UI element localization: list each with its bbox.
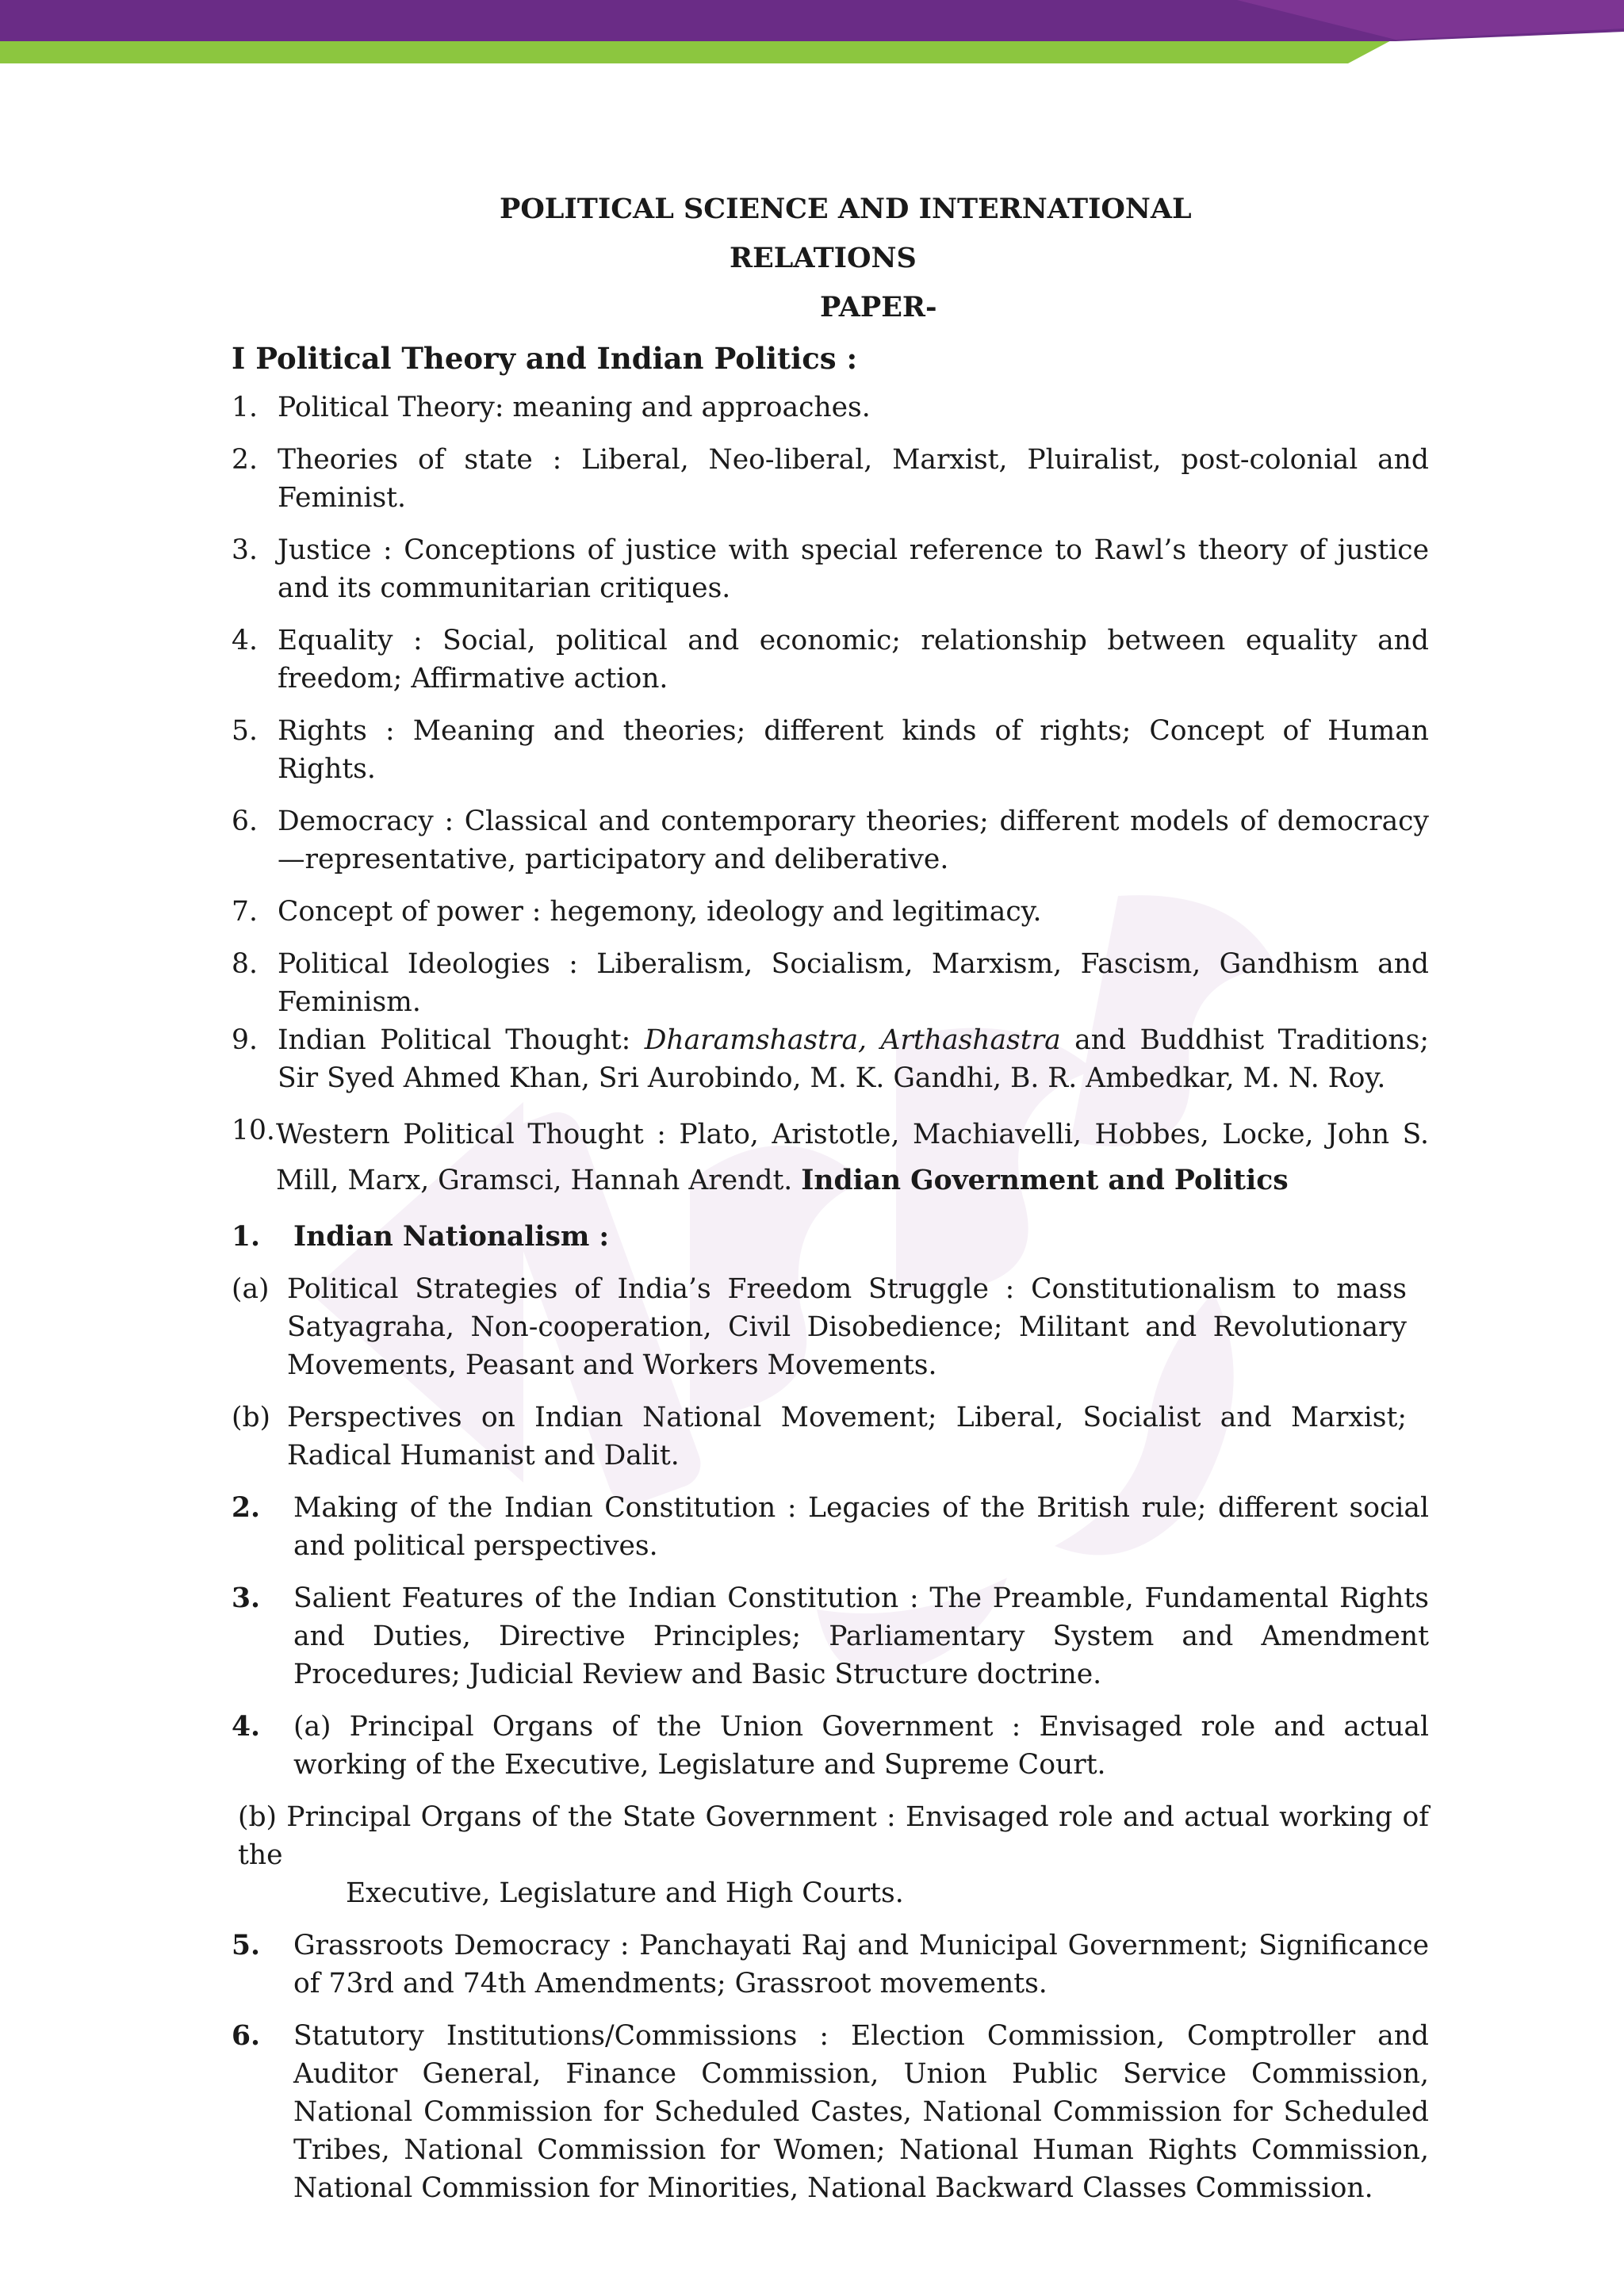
item-text-italic: Dharamshastra, Arthashastra xyxy=(644,1024,1061,1056)
section-item xyxy=(232,1579,1429,1693)
item-text-suffix: and Buddhist Traditions; Sir Syed Ahmed Khan, Sri Aurobindo, M. K. Gandhi, B. R. Ambedkar, M. N. Roy. xyxy=(278,1024,1429,1094)
item-text: Equality : Social, political and economic; relationship between equality and freedom; Affirmative action. xyxy=(278,625,1429,695)
item-number: 1. xyxy=(232,392,258,423)
section-number: 2. xyxy=(232,1492,261,1524)
item-text: Democracy : Classical and contemporary theories; different models of democracy—representative, participatory and deliberative. xyxy=(278,806,1429,875)
section-number: 1. xyxy=(232,1221,261,1253)
item-number: 3. xyxy=(232,534,258,566)
section-item xyxy=(232,2017,1429,2207)
list-item xyxy=(232,388,1429,427)
sub-item-text: Political Strategies of India’s Freedom Struggle : Constitutionalism to mass Satyagraha, Non-cooperation, Civil Disobedience; Militant and Revolutionary Movements, Peasant and Workers Movements. xyxy=(287,1273,1407,1381)
sub-item-text: Perspectives on Indian National Movement; Liberal, Socialist and Marxist; Radical Humanist and Dalit. xyxy=(287,1402,1407,1471)
list-item xyxy=(232,1112,1429,1203)
section-item xyxy=(232,1489,1429,1565)
item-number: 8. xyxy=(232,948,258,980)
list-item xyxy=(232,622,1429,698)
section-title: Indian Nationalism : xyxy=(293,1221,610,1253)
section-item xyxy=(232,1218,1429,1256)
section-text: (a) Principal Organs of the Union Government : Envisaged role and actual working of the Executive, Legislature and Supreme Court. xyxy=(293,1711,1429,1781)
document-title-line-2: RELATIONS xyxy=(730,242,917,274)
section-text: Grassroots Democracy : Panchayati Raj and Municipal Government; Significance of 73rd and 74th Amendments; Grassroot movements. xyxy=(293,1930,1429,1999)
section-item xyxy=(232,1927,1429,2003)
list-item xyxy=(232,1021,1429,1097)
section-number: 6. xyxy=(232,2020,261,2052)
section-number: 3. xyxy=(232,1582,261,1614)
list-item xyxy=(232,945,1429,1021)
item-number: 7. xyxy=(232,896,258,928)
section-number: 4. xyxy=(232,1711,261,1743)
sub-item-text-line-2: Executive, Legislature and High Courts. xyxy=(346,1877,904,1909)
sub-item xyxy=(232,1798,1429,1912)
section-text: Statutory Institutions/Commissions : Election Commission, Comptroller and Auditor General, Finance Commission, Union Public Service Commission, National Commission for Scheduled Castes, National Commission for Scheduled Tribes, National Commission for Women; National Human Rights Commission, National Commission for Minorities, National Backward Classes Commission. xyxy=(293,2020,1429,2204)
section-text: Making of the Indian Constitution : Legacies of the British rule; different social and political perspectives. xyxy=(293,1492,1429,1562)
item-number: 9. xyxy=(232,1024,258,1056)
item-text: Theories of state : Liberal, Neo-liberal, Marxist, Pluiralist, post-colonial and Feminist. xyxy=(278,444,1429,514)
document-title-line-3: PAPER- xyxy=(820,291,937,323)
document-body xyxy=(232,190,1429,2221)
section-item xyxy=(232,1708,1429,1784)
document-title-line-1: POLITICAL SCIENCE AND INTERNATIONAL xyxy=(500,193,1192,225)
list-item xyxy=(232,531,1429,607)
item-text: Concept of power : hegemony, ideology and legitimacy. xyxy=(278,896,1042,928)
list-item xyxy=(232,441,1429,517)
item-number: 2. xyxy=(232,444,258,476)
item-number: 6. xyxy=(232,806,258,837)
item-number: 4. xyxy=(232,625,258,656)
sub-item xyxy=(232,1399,1429,1475)
item-text xyxy=(278,1021,1429,1097)
item-text-prefix: Indian Political Thought: xyxy=(278,1024,645,1056)
item-number: 5. xyxy=(232,715,258,747)
sub-item-label: (a) xyxy=(232,1273,270,1305)
sub-item-text-line-1: (b) Principal Organs of the State Government : Envisaged role and actual working of the xyxy=(238,1801,1429,1871)
section-text: Salient Features of the Indian Constitution : The Preamble, Fundamental Rights and Duties, Directive Principles; Parliamentary System and Amendment Procedures; Judicial Review and Basic Structure doctrine. xyxy=(293,1582,1429,1690)
item-number: 10. xyxy=(232,1115,275,1146)
list-item xyxy=(232,893,1429,931)
item-text-body: Western Political Thought : Plato, Aristotle, Machiavelli, Hobbes, Locke, John S. Mill, Marx, Gramsci, Hannah Arendt. xyxy=(276,1119,1429,1196)
item-text: Justice : Conceptions of justice with special reference to Rawl’s theory of justice and its communitarian critiques. xyxy=(278,534,1429,604)
sub-item-label: (b) xyxy=(232,1402,271,1433)
section-heading-indian-government: Indian Government and Politics xyxy=(801,1165,1289,1196)
list-item xyxy=(232,802,1429,878)
item-text: Political Theory: meaning and approaches. xyxy=(278,392,871,423)
list-item xyxy=(232,712,1429,788)
sub-item xyxy=(232,1270,1429,1384)
top-decorative-band xyxy=(0,0,1624,63)
paper-heading: I Political Theory and Indian Politics : xyxy=(232,341,858,376)
item-text: Political Ideologies : Liberalism, Socialism, Marxism, Fascism, Gandhism and Feminism. xyxy=(278,948,1429,1018)
band-green-stripe xyxy=(0,38,1396,63)
section-number: 5. xyxy=(232,1930,261,1961)
item-text xyxy=(276,1112,1429,1203)
item-text: Rights : Meaning and theories; different kinds of rights; Concept of Human Rights. xyxy=(278,715,1429,785)
